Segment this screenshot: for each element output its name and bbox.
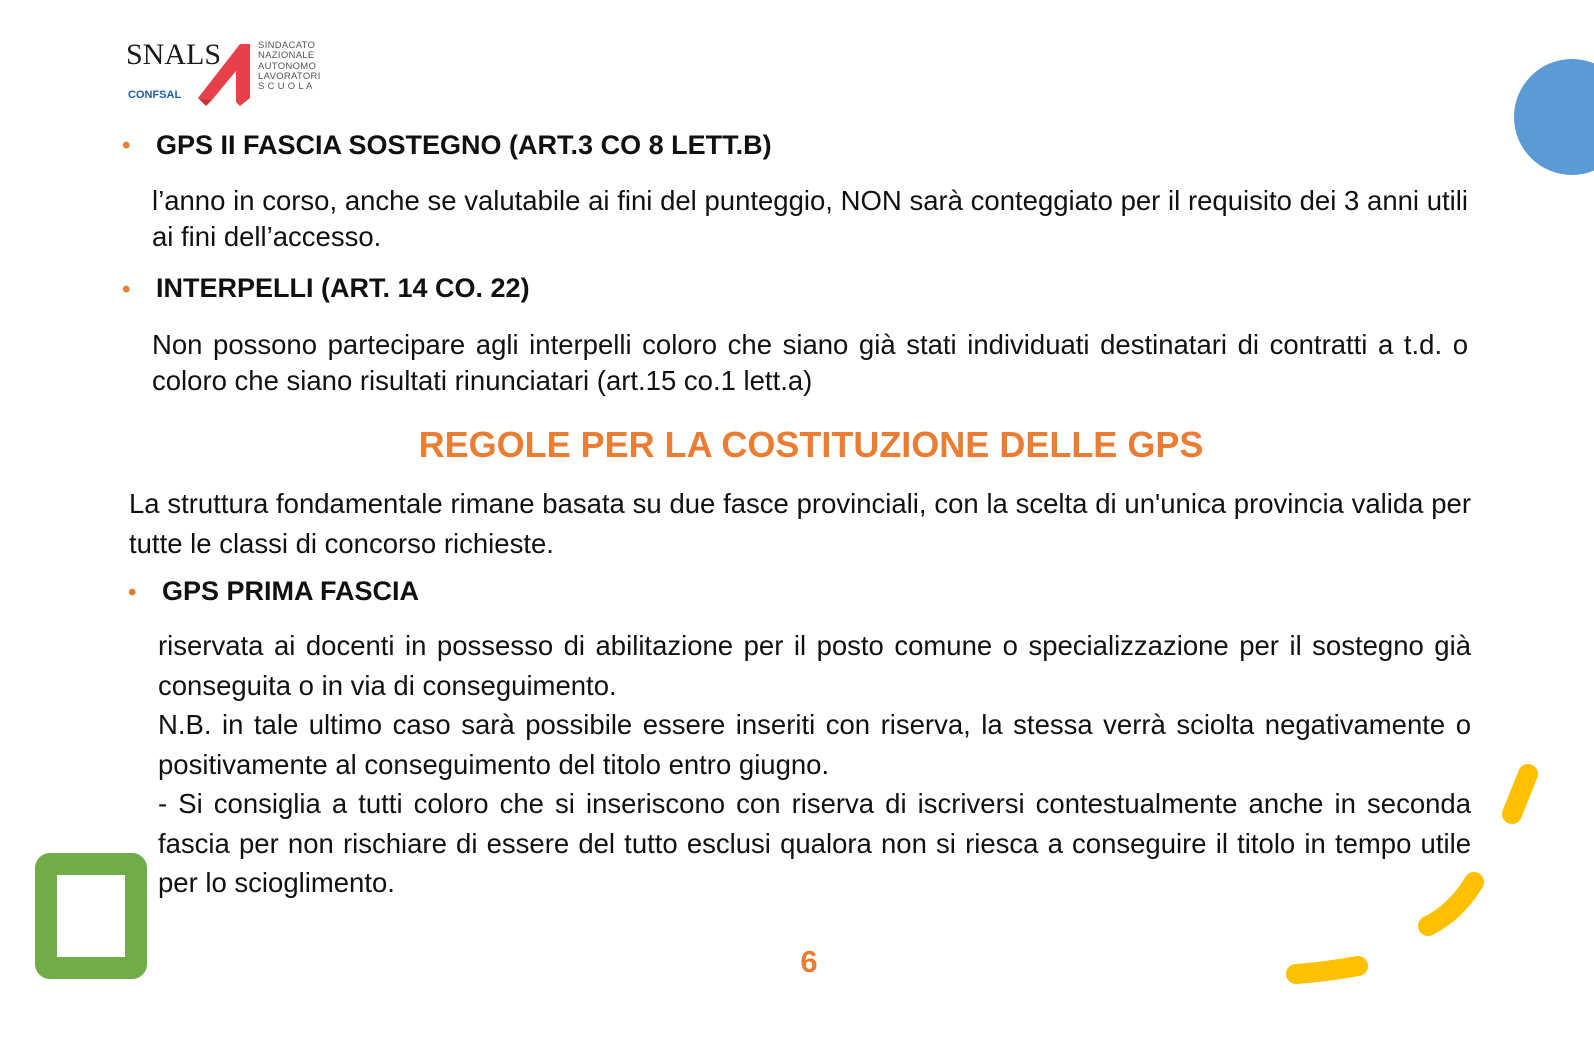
prima-fascia-text-1: riservata ai docenti in possesso di abilitazione per il posto comune o specializzazione per il sostegno già conseguita o in via di conseguimento.	[158, 630, 1471, 701]
logo-subtitle-line: LAVORATORI	[258, 70, 321, 82]
prima-fascia-text-3: - Si consiglia a tutti coloro che si inseriscono con riserva di iscriversi contestualmente anche in seconda fascia per non rischiare di essere del tutto esclusi qualora non si riesca a conseguire il titolo in tempo utile per lo scioglimento.	[158, 788, 1471, 898]
prima-fascia-text-2: N.B. in tale ultimo caso sarà possibile essere inseriti con riserva, la stessa verrà sciolta negativamente o positivamente al conseguimento del titolo entro giugno.	[158, 709, 1471, 780]
section-text-interpelli: Non possono partecipare agli interpelli coloro che siano già stati individuati destinatari di contratti a t.d. o coloro che siano risultati rinunciatari (art.15 co.1 lett.a)	[152, 329, 1468, 396]
logo-subtitle	[258, 41, 321, 92]
section-text-gps-ii-fascia: l’anno in corso, anche se valutabile ai fini del punteggio, NON sarà conteggiato per il requisito dei 3 anni utili ai fini dell’accesso.	[152, 185, 1468, 252]
logo-snals-text: SNALS	[126, 38, 222, 71]
logo-confsal-text: CONFSAL	[128, 89, 182, 101]
bullet-dot: •	[128, 579, 137, 606]
logo-subtitle-line: NAZIONALE	[258, 50, 315, 62]
intro-paragraph: La struttura fondamentale rimane basata su due fasce provinciali, con la scelta di un'unica provincia valida per tutte le classi di concorso richieste.	[129, 488, 1471, 559]
page-number: 6	[800, 944, 818, 979]
logo-subtitle-line: AUTONOMO	[258, 60, 317, 72]
bullet-dot: •	[122, 132, 131, 159]
yellow-dashes-decoration	[1280, 760, 1550, 995]
logo-subtitle-line: S C U O L A	[258, 81, 313, 93]
snals-logo	[126, 38, 336, 113]
green-square-decoration	[34, 852, 148, 980]
section-title-interpelli: INTERPELLI (ART. 14 CO. 22)	[156, 273, 530, 303]
section-title-gps-ii-fascia: GPS II FASCIA SOSTEGNO (ART.3 CO 8 LETT.B)	[156, 130, 772, 160]
section-title-prima-fascia: GPS PRIMA FASCIA	[162, 576, 420, 606]
logo-mark-icon	[196, 40, 258, 110]
bullet-dot: •	[122, 276, 131, 303]
page-heading: REGOLE PER LA COSTITUZIONE DELLE GPS	[418, 424, 1204, 465]
logo-subtitle-line: SINDACATO	[258, 40, 316, 51]
blue-half-circle-decoration	[1510, 56, 1594, 178]
